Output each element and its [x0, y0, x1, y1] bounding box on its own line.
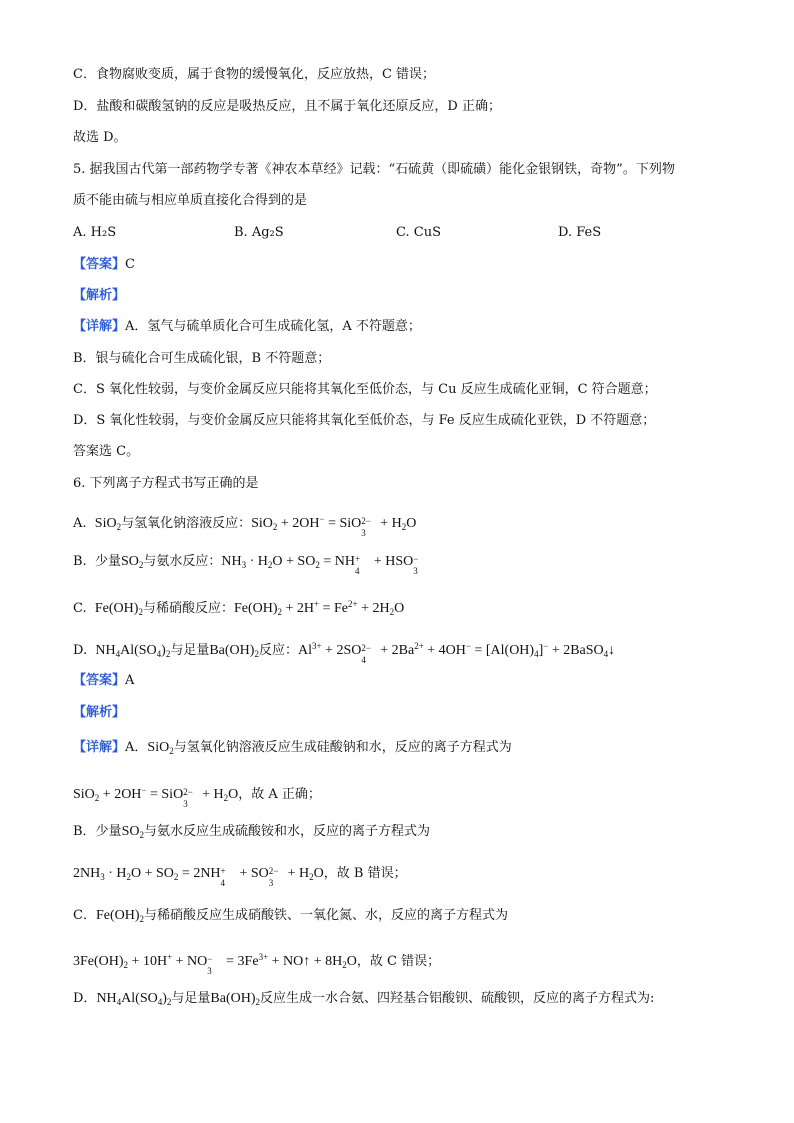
question-6: 6. 下列离子方程式书写正确的是 — [73, 476, 259, 491]
answer-tag: 【答案】 — [73, 673, 126, 688]
option-b: B. Ag₂S — [234, 225, 284, 240]
text-line: D．S 氧化性较弱，与变价金属反应只能将其氧化至低价态，与 Fe 反应生成硫化亚铁，D 不符题意； — [73, 413, 656, 428]
option-c: C. CuS — [396, 225, 441, 240]
answer-tag: 【答案】 — [73, 257, 126, 272]
option-a: A. H₂S — [73, 225, 117, 240]
option-d: D. FeS — [558, 225, 602, 240]
text-line: B．少量$SO_2$与氨水反应生成硫酸铵和水，反应的离子方程式为 — [73, 824, 430, 840]
equation-line: $2NH_3 \cdot H_2O + SO_2 = 2NH$ + 4 + SO 2− 3 + $H_2O$，故 B 错误； — [73, 866, 407, 888]
equation-line: $3Fe(OH)_2 + 10H^+$ + NO − 3 = $3Fe^{3+}$ + NO↑ + $8H_2O$，故 C 错误； — [73, 952, 441, 976]
detail-tag: 【详解】 — [73, 319, 126, 334]
analysis-tag: 【解析】 — [73, 705, 126, 720]
answer-value: A — [125, 673, 135, 688]
question-5-cont: 质不能由硫与相应单质直接化合得到的是 — [73, 193, 308, 208]
q6-option-b: B. 少量$SO_2$与氨水反应：$NH_3 \cdot H_2O + SO_2$ = NH + 4 + HSO − 3 — [73, 554, 419, 576]
detail-tag: 【详解】 — [73, 740, 126, 755]
q6-option-a: A. SiO$_2$与氢氧化钠溶液反应：SiO$_2$ + 2OH− = SiO 2− 3 + $H_2O$ — [73, 514, 417, 538]
text-line: B．银与硫化合可生成硫化银，B 不符题意； — [73, 351, 331, 366]
answer-line — [73, 672, 134, 690]
answer-line — [73, 256, 135, 274]
text-line: D．$NH_4Al(SO_4)_2$与足量$Ba(OH)_2$反应生成一水合氨、四羟基合铝酸钡、硫酸钡，反应的离子方程式为: — [73, 991, 655, 1007]
q6-option-c: C. $Fe(OH)_2$与稀硝酸反应：$Fe(OH)_2 + 2H^+ = Fe^{2+} + 2H_2O$ — [73, 599, 405, 617]
detail-line: 【详解】A．SiO$_2$与氢氧化钠溶液反应生成硅酸钠和水，反应的离子方程式为 — [73, 740, 512, 756]
q6-option-d: D. $NH_4Al(SO_4)_2$与足量$Ba(OH)_2$反应：$Al^{3+} + 2SO$ 2− 4 + $2Ba^{2+} + 4OH^- = [Al(OH)_4]^-$ + 2BaSO$_4$↓ — [73, 641, 616, 665]
detail-line: 【详解】A．氢气与硫单质化合可生成硫化氢，A 不符题意； — [73, 319, 421, 334]
text-line: C．S 氧化性较弱，与变价金属反应只能将其氧化至低价态，与 Cu 反应生成硫化亚铜，C 符合题意； — [73, 382, 657, 397]
text-line: C．$Fe(OH)_2$与稀硝酸反应生成硝酸铁、一氧化氮、水，反应的离子方程式为 — [73, 908, 509, 924]
answer-value: C — [125, 257, 135, 272]
text-line: C．食物腐败变质，属于食物的缓慢氧化，反应放热，C 错误； — [73, 67, 436, 82]
text-line: D．盐酸和碳酸氢钠的反应是吸热反应，且不属于氧化还原反应，D 正确； — [73, 99, 501, 114]
equation-line: SiO$_2$ + 2OH− = SiO 2− 3 + $H_2O$，故 A 正确； — [73, 785, 321, 809]
question-5: 5. 据我国古代第一部药物学专著《神农本草经》记载：“石硫黄（即硫磺）能化金银钢铁，奇物”。下列物 — [73, 162, 675, 177]
analysis-tag: 【解析】 — [73, 288, 126, 303]
text-line: 故选 D。 — [73, 130, 127, 145]
text-line: 答案选 C。 — [73, 444, 140, 459]
